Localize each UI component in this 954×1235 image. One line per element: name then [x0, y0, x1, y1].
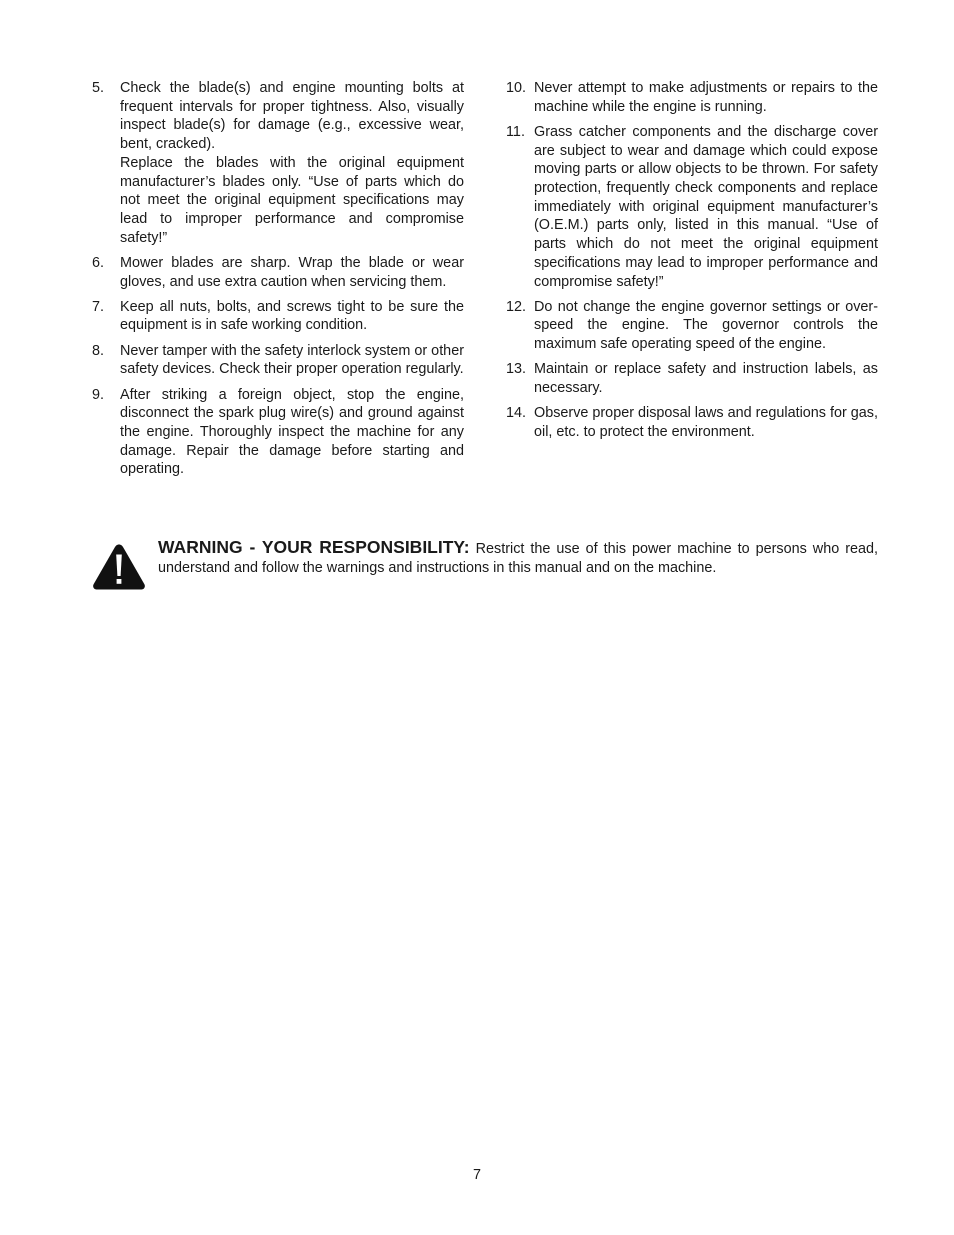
item-text: [120, 342, 464, 379]
list-item: [92, 342, 464, 379]
item-paragraph: Mower blades are sharp. Wrap the blade or wear gloves, and use extra caution when servicing them.: [120, 254, 464, 290]
page-number: 7: [472, 1167, 481, 1183]
item-paragraph: After striking a foreign object, stop the engine, disconnect the spark plug wire(s) and ground against the engine. Thoroughly inspect the machine for any damage. Repair the damage before starting and operating.: [120, 386, 464, 478]
item-text: [534, 79, 878, 116]
list-item: [92, 79, 464, 247]
item-number: 13.: [506, 361, 527, 378]
item-paragraph: Grass catcher components and the discharge cover are subject to wear and damage which could expose moving parts or allow objects to be thrown. For safety protection, frequently check components and replace immediately with original equipment manufacturer’s (O.E.M.) parts only, listed in this manual. “Use of parts which do not meet the original equipment specifications may lead to improper performance and compromise safety!”: [534, 123, 878, 290]
item-number: 14.: [506, 405, 527, 422]
item-text: [534, 404, 878, 441]
item-number: 8.: [92, 342, 105, 359]
list-item: [92, 254, 464, 291]
item-number: 7.: [92, 298, 105, 315]
list-item: [92, 298, 464, 335]
item-paragraph: Never tamper with the safety interlock system or other safety devices. Check their proper operation regularly.: [120, 342, 464, 378]
list-item: [506, 404, 878, 441]
item-paragraph: Maintain or replace safety and instruction labels, as necessary.: [534, 361, 878, 397]
item-number: 5.: [92, 80, 105, 96]
list-item: [506, 298, 878, 354]
item-paragraph: Check the blade(s) and engine mounting bolts at frequent intervals for proper tightness. Also, visually inspect blade(s) for damage (e.g., excessive wear, bent, cracked).: [120, 80, 464, 153]
list-item: [506, 79, 878, 116]
item-number: 9.: [92, 386, 105, 403]
warning-title: WARNING - YOUR RESPONSIBILITY:: [158, 537, 470, 557]
item-paragraph: Observe proper disposal laws and regulations for gas, oil, etc. to protect the environment.: [534, 405, 878, 440]
warning-text: [158, 538, 878, 578]
item-paragraph: Do not change the engine governor settings or over-speed the engine. The governor controls the maximum safe operating speed of the engine.: [534, 298, 878, 353]
list-item: [92, 386, 464, 480]
list-item: [506, 123, 878, 291]
item-number: 10.: [506, 80, 527, 96]
list-item: [506, 360, 878, 397]
item-number: 6.: [92, 254, 105, 271]
warning-body: Restrict the use of this power machine to persons who read, understand and follow the warnings and instructions in this manual and on the machine.: [158, 541, 879, 576]
item-text: [120, 298, 464, 335]
right-column: [506, 79, 878, 448]
item-text: [120, 386, 464, 480]
item-number: 12.: [506, 298, 527, 315]
item-paragraph: Keep all nuts, bolts, and screws tight to be sure the equipment is in safe working condition.: [120, 298, 464, 334]
item-number: 11.: [506, 123, 525, 140]
left-column: [92, 79, 464, 486]
item-paragraph: Replace the blades with the original equipment manufacturer’s blades only. “Use of parts which do not meet the original equipment specifications may lead to improper performance and compromise safety!”: [120, 154, 464, 246]
item-text: [120, 254, 464, 291]
warning-block: [92, 538, 878, 578]
item-paragraph: Never attempt to make adjustments or repairs to the machine while the engine is running.: [534, 80, 878, 115]
item-text: [534, 360, 878, 397]
warning-triangle-icon: [92, 543, 146, 591]
item-text: [534, 298, 878, 354]
item-text: [120, 79, 464, 247]
item-text: [534, 123, 878, 291]
